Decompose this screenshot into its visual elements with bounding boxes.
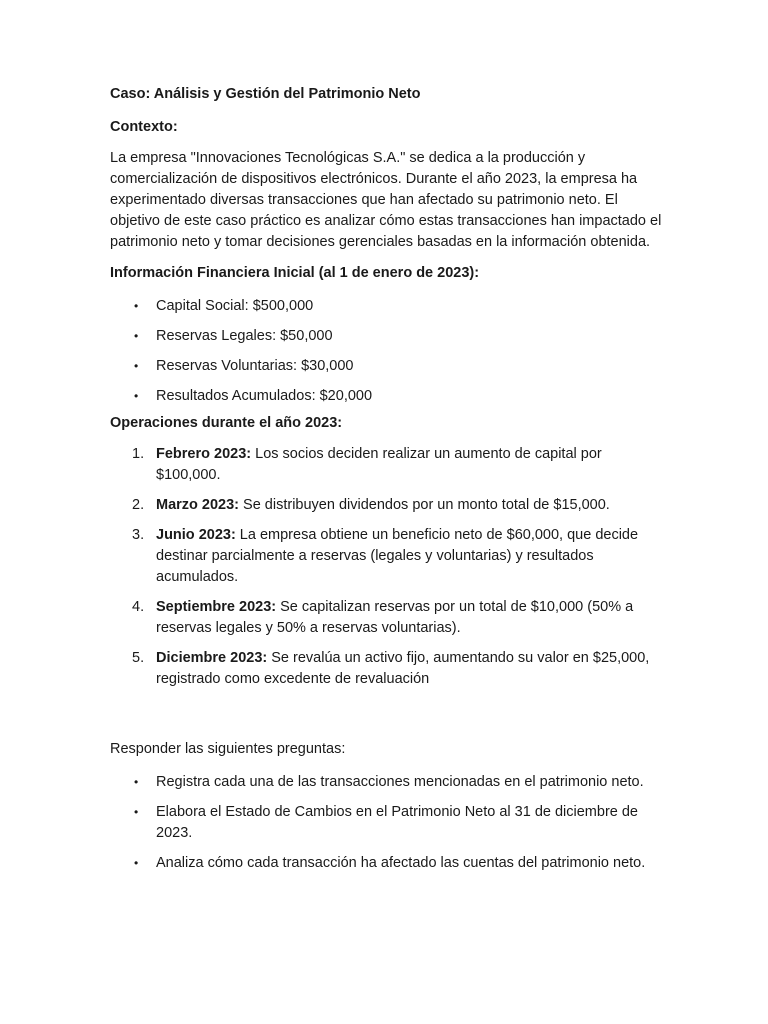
list-item: • Reservas Voluntarias: $30,000 [110, 356, 670, 377]
list-item: 1. Febrero 2023: Los socios deciden realizar un aumento de capital por $100,000. [132, 446, 602, 483]
list-item: 3. Junio 2023: La empresa obtiene un beneficio neto de $60,000, que decide destinar parcialmente a reservas (legales y voluntarias) y resultados acumulados. [132, 527, 639, 585]
list-item: • Registra cada una de las transacciones mencionadas en el patrimonio neto. [110, 772, 670, 793]
context-paragraph: La empresa "Innovaciones Tecnológicas S.A." se dedica a la producción y comercialización de dispositivos electrónicos. Durante el año 2023, la empresa ha experimentado diversas transacciones que han afectado su patrimonio neto. El objetivo de este caso práctico es analizar cómo estas transacciones han impactado el patrimonio neto y tomar decisiones gerenciales basadas en la información obtenida. [110, 150, 662, 250]
initial-info-list [110, 296, 670, 407]
bullet-icon: • [134, 389, 139, 403]
bullet-icon: • [134, 775, 139, 789]
questions-heading: Responder las siguientes preguntas: [110, 741, 346, 757]
operations-heading: Operaciones durante el año 2023: [110, 415, 343, 431]
list-item: 2. Marzo 2023: Se distribuyen dividendos por un monto total de $15,000. [132, 497, 610, 513]
list-item: • Reservas Legales: $50,000 [110, 326, 670, 347]
document-page [110, 84, 670, 883]
list-item: • Analiza cómo cada transacción ha afectado las cuentas del patrimonio neto. [110, 853, 670, 874]
list-item: • Capital Social: $500,000 [110, 296, 670, 317]
bullet-icon: • [134, 359, 139, 373]
list-item: 4. Septiembre 2023: Se capitalizan reservas por un total de $10,000 (50% a reservas legales y 50% a reservas voluntarias). [132, 599, 634, 636]
initial-info-heading: Información Financiera Inicial (al 1 de enero de 2023): [110, 265, 480, 281]
list-item: 5. Diciembre 2023: Se revalúa un activo fijo, aumentando su valor en $25,000, registrado como excedente de revaluación [132, 650, 650, 687]
bullet-icon: • [134, 856, 139, 870]
questions-list [110, 772, 670, 874]
section-spacer [110, 699, 670, 739]
context-heading: Contexto: [110, 119, 178, 135]
operations-list [110, 444, 670, 690]
bullet-icon: • [134, 329, 139, 343]
list-item: • Elabora el Estado de Cambios en el Patrimonio Neto al 31 de diciembre de 2023. [134, 804, 638, 841]
bullet-icon: • [134, 805, 139, 819]
bullet-icon: • [134, 299, 139, 313]
document-title: Caso: Análisis y Gestión del Patrimonio Neto [110, 86, 421, 102]
list-item: • Resultados Acumulados: $20,000 [110, 386, 670, 407]
